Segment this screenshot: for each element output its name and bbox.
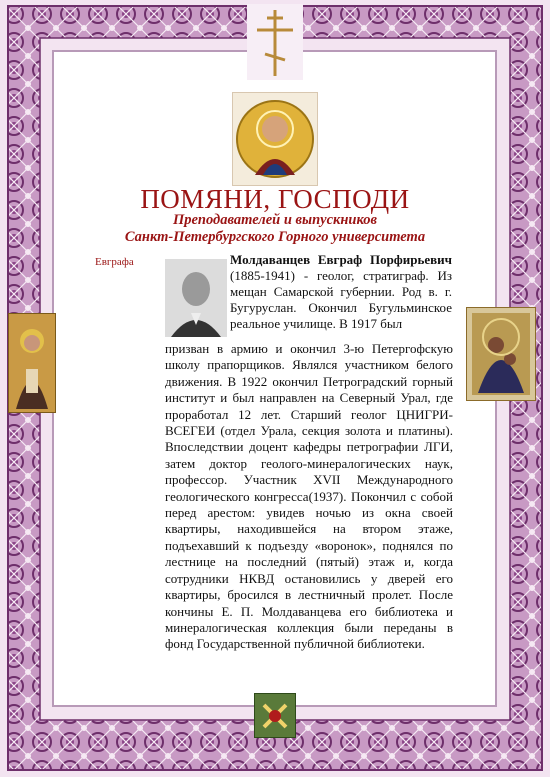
subtitle-line-2: Санкт-Петербургского Горного университета (124, 229, 426, 245)
person-name: Молдаванцев Евграф Порфирьевич (230, 252, 452, 267)
commemoration-name: Евграфа (95, 256, 134, 268)
biography-intro (230, 252, 452, 332)
mining-emblem-icon (254, 693, 296, 738)
theotokos-icon (466, 307, 536, 401)
page-title: ПОМЯНИ, ГОСПОДИ (140, 184, 410, 214)
portrait-photo (165, 259, 227, 337)
christ-pantocrator-icon (232, 92, 318, 186)
orthodox-cross-icon (247, 4, 303, 80)
subtitle-line-1: Преподавателей и выпускников (172, 212, 378, 228)
biography-text-part2: призван в армию и окончил 3-ю Петергофскую школу прапорщиков. Являлся участником белого движения. В 1922 окончил Петроградский горный институт и был направлен на Северный Урал, где проработал 12 лет. Старший геолог ЦНИГРИ-ВСЕГЕИ (отдел Урала, секция золота и платины). Впоследствии доцент кафедры петрографии ЛГИ, затем доктор геолого-минералогических наук, профессор. Участник XVII Международного геологического конгресса(1937). Покончил с собой перед арестом: увидев ночью из окна своей квартиры, находившейся на втором этаже, подъехавший к подъезду «воронок», поднялся по лестнице на последний (пятый) этаж и, когда сотрудники НКВД остановились у дверей его квартиры, бросился в лестничный пролет. После кончины Е. П. Молдаванцева его библиотека и минералогическая коллекция были переданы в фонд Государственной публичной библиотеки. (165, 341, 453, 652)
saint-icon (8, 313, 56, 413)
biography-text-part1: (1885-1941) - геолог, стратиграф. Из мещан Самарской губернии. Род в. г. Бугуруслан. Окончил Бугульминское реальное училище. В 1917 был (230, 268, 452, 331)
